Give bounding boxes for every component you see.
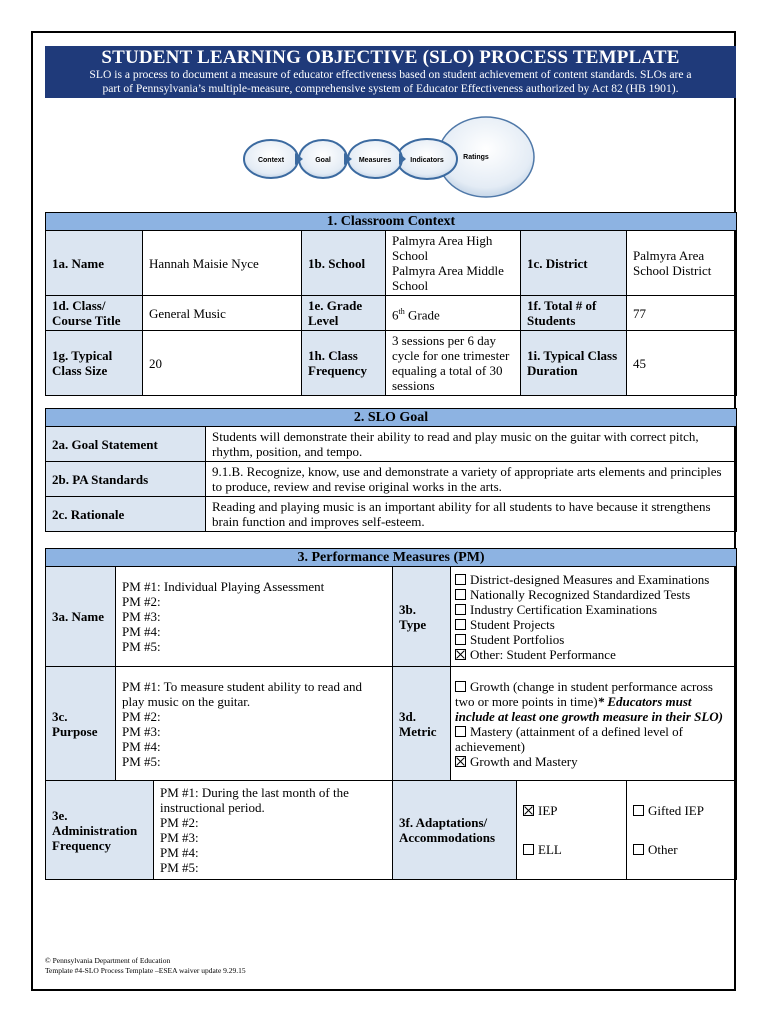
name-label: 1a. Name (46, 231, 143, 296)
performance-measures-table (45, 548, 737, 880)
class-duration-label: 1i. Typical Class Duration (521, 331, 627, 396)
diagram-step-measures: Measures (358, 157, 392, 164)
pm-metric-label: 3d. Metric (393, 667, 451, 781)
type-option-industry[interactable] (455, 602, 732, 617)
name-value: Hannah Maisie Nyce (143, 231, 302, 296)
header-banner (45, 46, 736, 98)
metric-growth-note: * Educators must include at least one growth measure in their SLO) (455, 693, 723, 724)
school-label: 1b. School (302, 231, 386, 296)
adapt-other-checkbox[interactable] (633, 844, 644, 855)
pm-adaptations-label: 3f. Adaptations/ Accommodations (393, 781, 517, 880)
district-label: 1c. District (521, 231, 627, 296)
grade-suffix: th (398, 306, 405, 316)
pm-purpose-label: 3c. Purpose (46, 667, 116, 781)
type-national-label: Nationally Recognized Standardized Tests (470, 586, 691, 602)
adapt-other-label: Other (648, 842, 678, 857)
metric-both-text: Growth and Mastery (470, 753, 578, 769)
admin-line-3: PM #3: (160, 830, 199, 845)
header-subtitle-line-1: SLO is a process to document a measure of educator effectiveness based on student achievement of content standards. SLOs are a (89, 68, 692, 81)
class-duration-value: 45 (627, 331, 737, 396)
type-industry-checkbox[interactable] (455, 604, 466, 615)
goal-statement-label: 2a. Goal Statement (46, 427, 206, 462)
class-frequency-label: 1h. Class Frequency (302, 331, 386, 396)
diagram-step-ratings: Ratings (463, 154, 489, 161)
slo-process-diagram (240, 115, 540, 200)
adapt-gifted-iep-checkbox[interactable] (633, 805, 644, 816)
adapt-option-ell[interactable] (523, 842, 620, 857)
diagram-step-goal: Goal (315, 157, 331, 164)
grade-level-value (386, 296, 521, 331)
metric-option-mastery[interactable] (455, 724, 732, 754)
pm-purpose-line-1: PM #1: To measure student ability to read and play music on the guitar. (122, 678, 363, 709)
rationale-label: 2c. Rationale (46, 497, 206, 532)
footer-template-info: Template #4-SLO Process Template –ESEA waiver update 9.29.15 (45, 966, 246, 975)
adapt-ell-checkbox[interactable] (523, 844, 534, 855)
pm-name-line-5: PM #5: (122, 639, 161, 654)
rationale-value: Reading and playing music is an important ability for all students to have because it strengthens brain function and improves self-esteem. (206, 497, 737, 532)
class-title-label: 1d. Class/ Course Title (46, 296, 143, 331)
total-students-label: 1f. Total # of Students (521, 296, 627, 331)
metric-option-growth[interactable] (455, 679, 732, 724)
adapt-iep-label: IEP (538, 803, 558, 818)
pm-purpose-line-5: PM #5: (122, 753, 161, 769)
adapt-option-iep[interactable] (523, 803, 620, 818)
pm-name-value (116, 567, 393, 667)
type-projects-label: Student Projects (470, 616, 555, 632)
section-2-heading: 2. SLO Goal (46, 409, 737, 427)
type-industry-label: Industry Certification Examinations (470, 601, 658, 617)
metric-option-both[interactable] (455, 754, 732, 769)
adapt-ell-label: ELL (538, 842, 562, 857)
pm-purpose-line-4: PM #4: (122, 738, 161, 754)
adapt-option-other[interactable] (633, 842, 730, 857)
pm-type-options (451, 567, 737, 667)
pm-name-line-2: PM #2: (122, 594, 161, 609)
admin-line-5: PM #5: (160, 860, 199, 875)
class-size-value: 20 (143, 331, 302, 396)
goal-statement-value: Students will demonstrate their ability to read and play music on the guitar with correct pitch, rhythm, position, and tempo. (206, 427, 737, 462)
admin-line-4: PM #4: (160, 845, 199, 860)
total-students-value: 77 (627, 296, 737, 331)
school-value-1: Palmyra Area High School (392, 233, 493, 263)
admin-line-2: PM #2: (160, 815, 199, 830)
adaptation-cell-left (517, 781, 627, 880)
pm-name-label: 3a. Name (46, 567, 116, 667)
pa-standards-value: 9.1.B. Recognize, know, use and demonstrate a variety of appropriate arts elements and principles to produce, review and revise original works in the arts. (206, 462, 737, 497)
metric-growth-text: Growth (change in student performance across two or more points in time) (455, 678, 713, 709)
metric-both-checkbox[interactable] (455, 756, 466, 767)
class-title-value: General Music (143, 296, 302, 331)
metric-mastery-text: Mastery (attainment of a defined level of achievement) (455, 723, 683, 754)
type-projects-checkbox[interactable] (455, 619, 466, 630)
type-district-checkbox[interactable] (455, 574, 466, 585)
pm-metric-options (451, 667, 737, 781)
district-value: Palmyra Area School District (627, 231, 737, 296)
adapt-gifted-iep-label: Gifted IEP (648, 803, 704, 818)
grade-level-label: 1e. Grade Level (302, 296, 386, 331)
adapt-option-gifted-iep[interactable] (633, 803, 730, 818)
pm-name-line-1: PM #1: Individual Playing Assessment (122, 579, 325, 594)
metric-mastery-checkbox[interactable] (455, 726, 466, 737)
pm-purpose-line-2: PM #2: (122, 708, 161, 724)
type-portfolios-label: Student Portfolios (470, 631, 565, 647)
type-option-other[interactable] (455, 647, 732, 662)
pm-name-line-4: PM #4: (122, 624, 161, 639)
school-value (386, 231, 521, 296)
adapt-iep-checkbox[interactable] (523, 805, 534, 816)
slo-goal-table (45, 408, 737, 532)
section-1-heading: 1. Classroom Context (46, 213, 737, 231)
adaptation-cell-right (627, 781, 737, 880)
pa-standards-label: 2b. PA Standards (46, 462, 206, 497)
class-size-label: 1g. Typical Class Size (46, 331, 143, 396)
pm-admin-frequency-label: 3e. Administration Frequency (46, 781, 154, 880)
type-other-label: Other: Student Performance (470, 646, 616, 662)
classroom-context-table (45, 212, 737, 396)
page-footer (45, 956, 246, 976)
pm-type-label: 3b. Type (393, 567, 451, 667)
class-frequency-value: 3 sessions per 6 day cycle for one trimester equaling a total of 30 sessions (386, 331, 521, 396)
pm-purpose-value (116, 667, 393, 781)
type-national-checkbox[interactable] (455, 589, 466, 600)
pm-name-line-3: PM #3: (122, 609, 161, 624)
school-value-2: Palmyra Area Middle School (392, 263, 504, 293)
diagram-step-context: Context (257, 157, 285, 164)
diagram-step-indicators: Indicators (410, 157, 444, 164)
type-option-portfolios[interactable] (455, 632, 732, 647)
type-option-district[interactable] (455, 572, 732, 587)
grade-number: 6 (392, 307, 399, 323)
type-district-label: District-designed Measures and Examinations (470, 571, 710, 587)
type-portfolios-checkbox[interactable] (455, 634, 466, 645)
type-option-projects[interactable] (455, 617, 732, 632)
section-3-heading: 3. Performance Measures (PM) (46, 549, 737, 567)
admin-line-1: PM #1: During the last month of the instructional period. (160, 785, 349, 815)
metric-growth-checkbox[interactable] (455, 681, 466, 692)
pm-admin-frequency-value (154, 781, 393, 880)
page-title: STUDENT LEARNING OBJECTIVE (SLO) PROCESS TEMPLATE (101, 47, 680, 68)
pm-purpose-line-3: PM #3: (122, 723, 161, 739)
header-subtitle-line-2: part of Pennsylvania’s multiple-measure, comprehensive system of Educator Effectiveness authorized by Act 82 (HB 1901). (102, 82, 679, 95)
type-other-checkbox[interactable] (455, 649, 466, 660)
grade-word: Grade (404, 307, 440, 323)
footer-copyright: © Pennsylvania Department of Education (45, 956, 171, 965)
type-option-national[interactable] (455, 587, 732, 602)
